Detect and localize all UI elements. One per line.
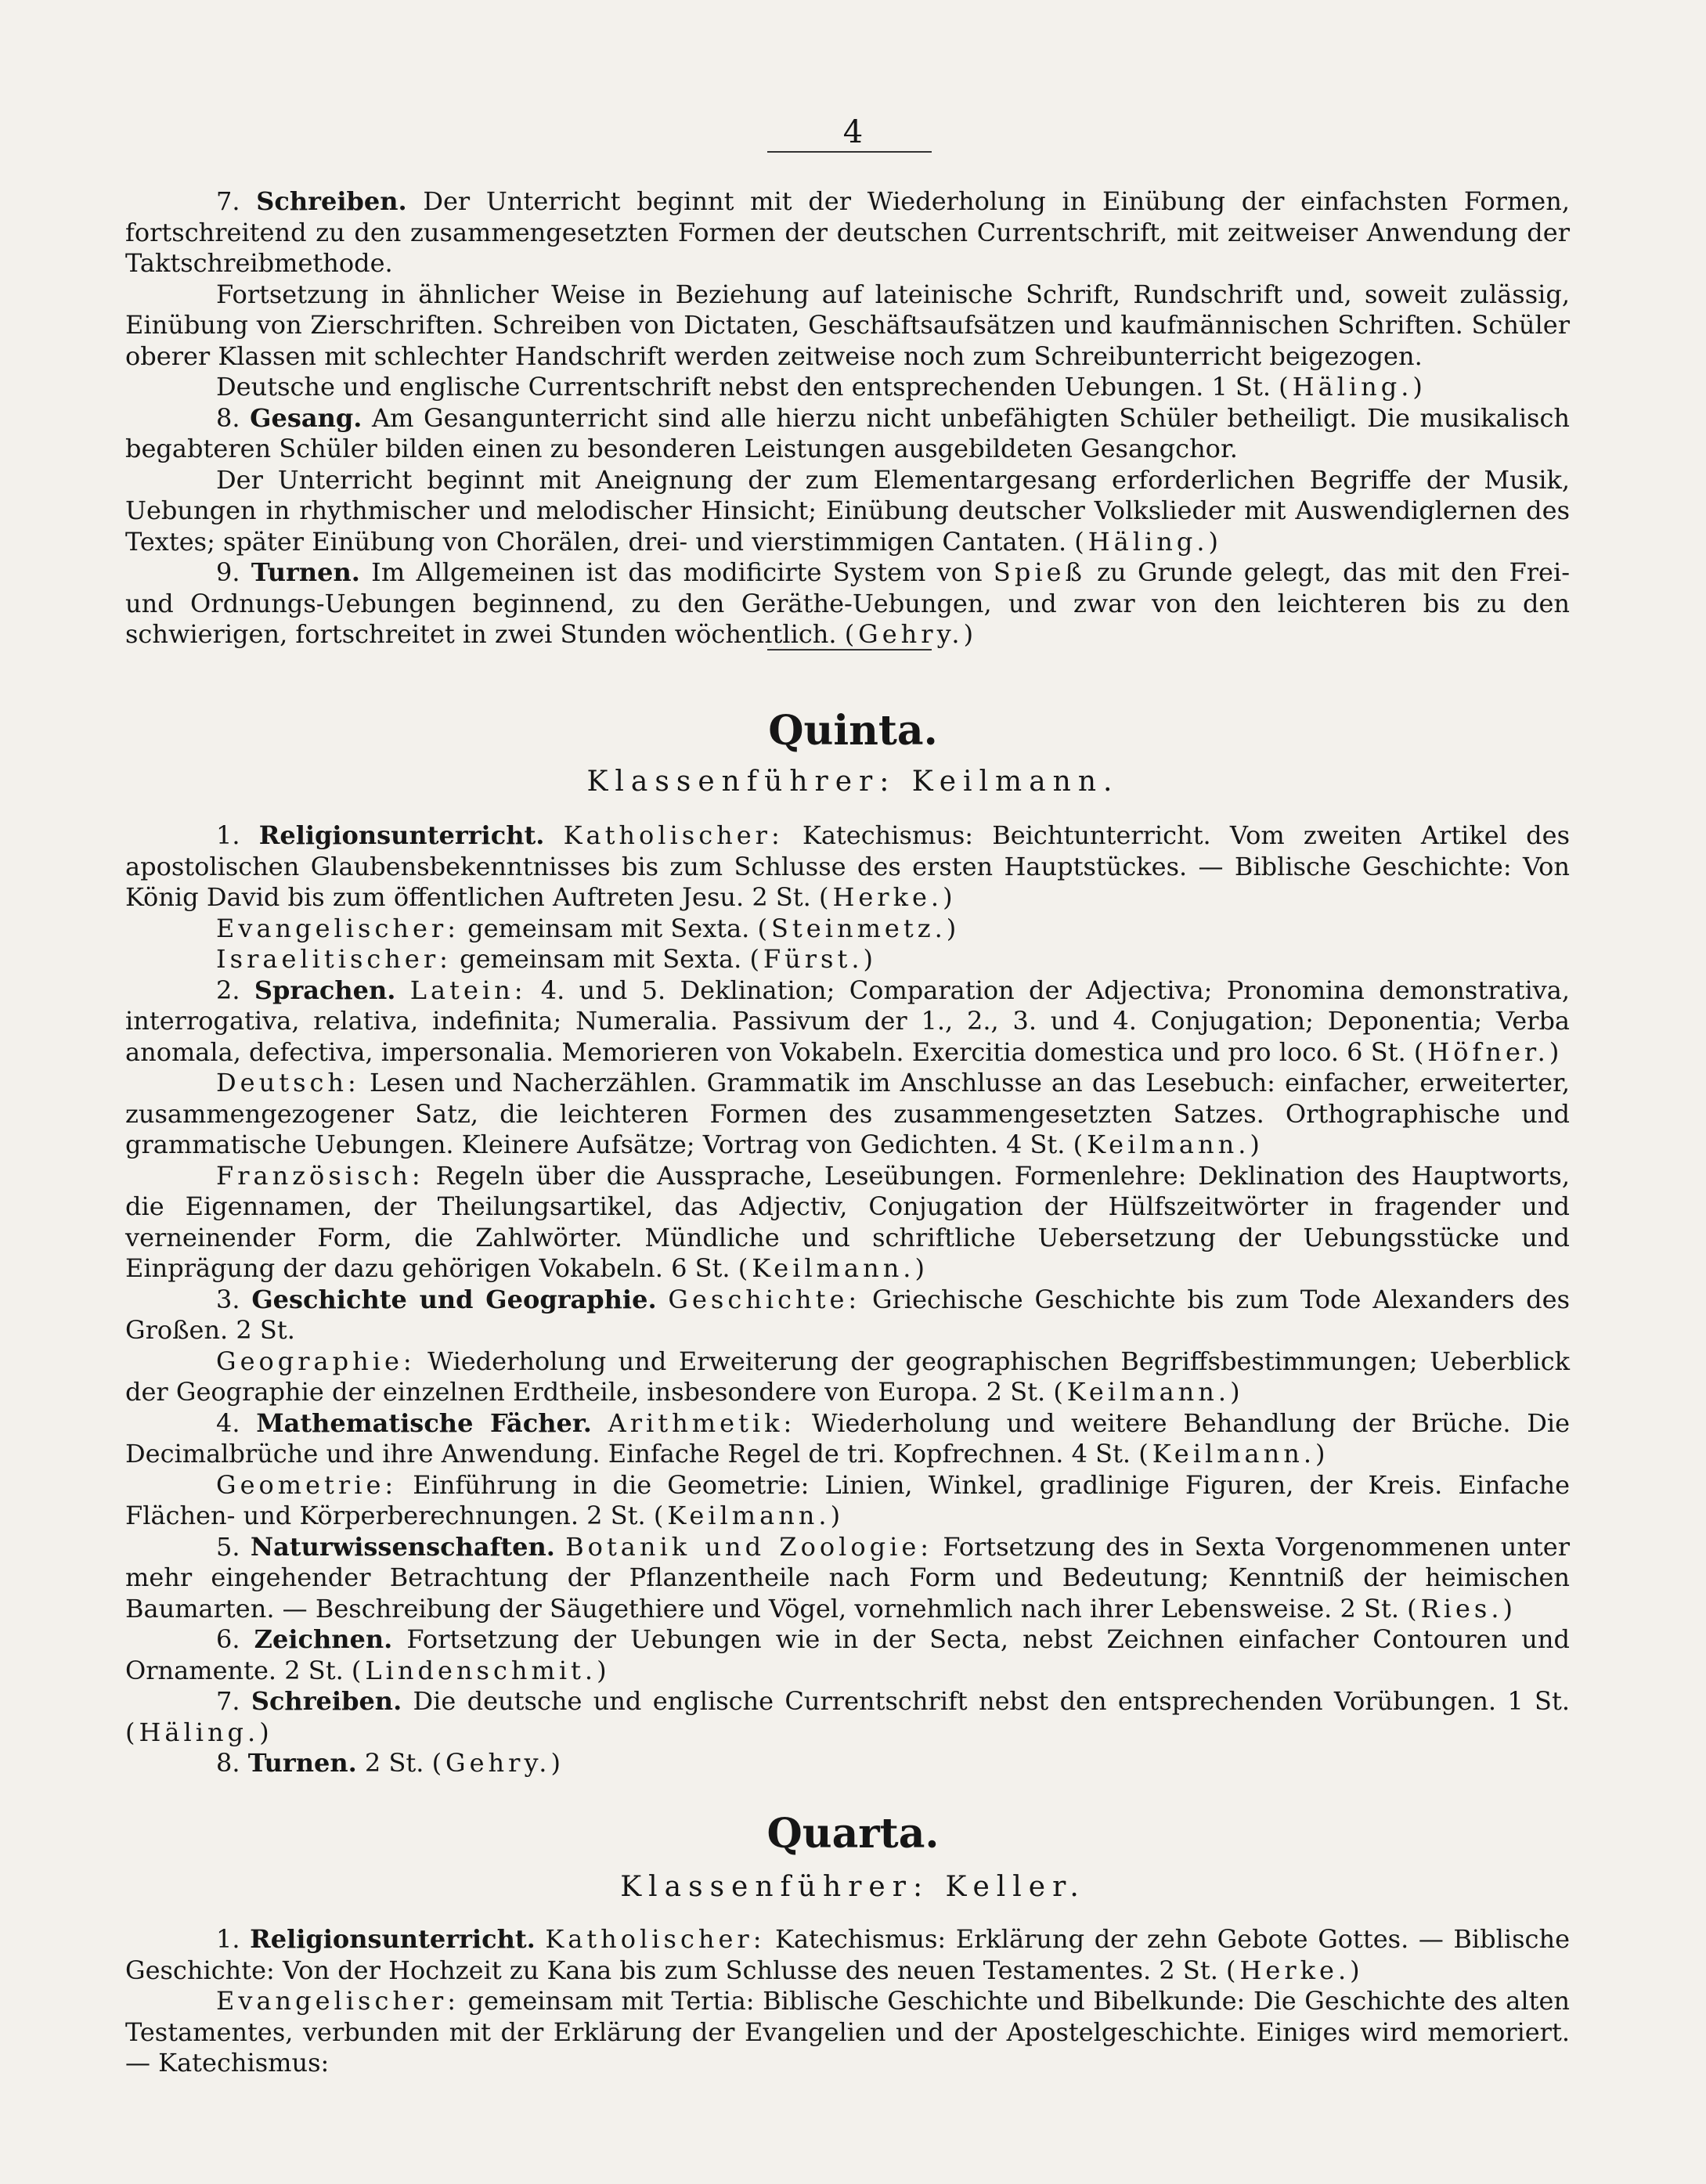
paragraph-schreiben-2: Fortsetzung in ähnlicher Weise in Beziehung auf lateinische Schrift, Rundschrift und, soweit zulässig, Einübung von Zierschriften. Schreiben von Dictaten, Geschäftsaufsätzen und kaufmännischen Schriften. Schüler oberer Klassen mit schlechter Handschrift werden zeitweise noch zum Schreibunterricht beigezogen. [125,279,1570,371]
quinta-turnen: 8. Turnen. 2 St. (Gehry.) [216,1748,564,1778]
quinta-religion-evangelisch: Evangelischer: gemeinsam mit Sexta. (Steinmetz.) [216,913,961,943]
quinta-religion-israelitisch: Israelitischer: gemeinsam mit Sexta. (Fürst.) [216,944,877,974]
paragraph-gesang: 8. Gesang. Am Gesangunterricht sind alle hierzu nicht unbefähigten Schüler betheiligt. Die musikalisch begabteren Schüler bilden einen zu besonderen Leistungen ausgebildeten Gesangchor. [125,402,1571,463]
quarta-religion: 1. Religionsunterricht. Katholischer: Katechismus: Erklärung der zehn Gebote Gottes. — Biblische Geschichte: Von der Hochzeit zu Kana bis zum Schlusse des neuen Testamentes. 2 St. (Herke.) [125,1924,1571,1985]
quinta-arithmetik: 4. Mathematische Fächer. Arithmetik: Wiederholung und weitere Behandlung der Brüche. Die Decimalbrüche und ihre Anwendung. Einfache Regel de tri. Kopfrechnen. 4 St. (Keilmann.) [125,1407,1571,1469]
quinta-geometrie: Geometrie: Einführung in die Geometrie: Linien, Winkel, gradlinige Figuren, der Kreis. Einfache Flächen- und Körperberechnungen. 2 St. (Keilmann.) [125,1469,1570,1530]
quarta-title: Quarta. [766,1810,940,1858]
quarta-section [125,1924,1570,2079]
quinta-sprachen-latein: 2. Sprachen. Latein: 4. und 5. Deklination; Comparation der Adjectiva; Pronomina demonstrativa, interrogativa, relativa, indefinita; Numeralia. Passivum der 1., 2., 3. und 4. Conjugation; Deponentia; Verba anomala, defectiva, impersonalia. Memorieren von Vokabeln. Exercitia domestica und pro loco. 6 St. (Höfner.) [125,975,1571,1067]
quinta-geographie: Geographie: Wiederholung und Erweiterung der geographischen Begriffsbestimmungen; Ueberblick der Geographie der einzelnen Erdtheile, insbesondere von Europa. 2 St. (Keilmann.) [125,1346,1570,1407]
quinta-franzoesisch: Französisch: Regeln über die Aussprache, Leseübungen. Formenlehre: Deklination des Hauptworts, die Eigennamen, der Theilungsartikel, das Adjectiv, Conjugation der Hülfszeitwörter in fragender und verneinender Form, die Zahlwörter. Mündliche und schriftliche Uebersetzung der Uebungsstücke und Einprägung der dazu gehörigen Vokabeln. 6 St. (Keilmann.) [125,1160,1570,1283]
quinta-title: Quinta. [768,707,938,755]
quinta-schreiben: 7. Schreiben. Die deutsche und englische Currentschrift nebst den entsprechenden Vorübungen. 1 St. (Häling.) [125,1686,1571,1747]
quinta-section [125,820,1570,1779]
quinta-deutsch: Deutsch: Lesen und Nacherzählen. Grammatik im Anschlusse an das Lesebuch: einfacher, erweiterter, zusammengezogener Satz, die leichteren Formen des zusammengesetzten Satzes. Orthographische und grammatische Uebungen. Kleinere Aufsätze; Vortrag von Gedichten. 4 St. (Keilmann.) [125,1068,1570,1159]
quinta-naturwissenschaften: 5. Naturwissenschaften. Botanik und Zoologie: Fortsetzung des in Sexta Vorgenommenen unter mehr eingehender Betrachtung der Pflanzentheile nach Form und Bedeutung; Kenntniß der heimischen Baumarten. — Beschreibung der Säugethiere und Vögel, vornehmlich nach ihrer Lebensweise. 2 St. (Ries.) [125,1531,1571,1624]
quinta-class-leader: Klassenführer: Keilmann. [586,766,1120,798]
page-number-rule [767,151,932,153]
quarta-religion-evangelisch: Evangelischer: gemeinsam mit Tertia: Biblische Geschichte und Bibelkunde: Die Geschichte des alten Testamentes, verbunden mit der Erklärung der Evangelien und der Apostelgeschichte. Einiges wird memoriert. — Katechismus: [125,1986,1570,2078]
quarta-class-leader: Klassenführer: Keller. [620,1871,1086,1903]
quinta-zeichnen: 6. Zeichnen. Fortsetzung der Uebungen wie in der Secta, nebst Zeichnen einfacher Contouren und Ornamente. 2 St. (Lindenschmit.) [125,1624,1571,1685]
section-divider [767,649,932,651]
paragraph-schreiben-3: Deutsche und englische Currentschrift nebst den entsprechenden Uebungen. 1 St. (Häling.) [216,372,1426,402]
quinta-geschichte: 3. Geschichte und Geographie. Geschichte: Griechische Geschichte bis zum Tode Alexanders des Großen. 2 St. [125,1284,1571,1345]
page-number: 4 [842,114,864,150]
paragraph-schreiben: 7. Schreiben. Der Unterricht beginnt mit der Wiederholung in Einübung der einfachsten Formen, fortschreitend zu den zusammengesetzten Formen der deutschen Currentschrift, mit zeitweiser Anwendung der Taktschreibmethode. [125,186,1571,278]
quinta-religion: 1. Religionsunterricht. Katholischer: Katechismus: Beichtunterricht. Vom zweiten Artikel des apostolischen Glaubensbekenntnisses bis zum Schlusse des ersten Hauptstückes. — Biblische Geschichte: Von König David bis zum öffentlichen Auftreten Jesu. 2 St. (Herke.) [125,820,1571,912]
paragraph-turnen: 9. Turnen. Im Allgemeinen ist das modificirte System von Spieß zu Grunde gelegt, das mit den Frei- und Ordnungs-Uebungen beginnend, zu den Geräthe-Uebungen, und zwar von den leichteren bis zu den schwierigen, fortschreitet in zwei Stunden wöchentlich. (Gehry.) [125,557,1571,649]
paragraph-gesang-2: Der Unterricht beginnt mit Aneignung der zum Elementargesang erforderlichen Begriffe der Musik, Uebungen in rhythmischer und melodischer Hinsicht; Einübung deutscher Volkslieder mit Auswendiglernen des Textes; später Einübung von Chorälen, drei- und vierstimmigen Cantaten. (Häling.) [125,464,1570,557]
top-section [125,186,1570,651]
